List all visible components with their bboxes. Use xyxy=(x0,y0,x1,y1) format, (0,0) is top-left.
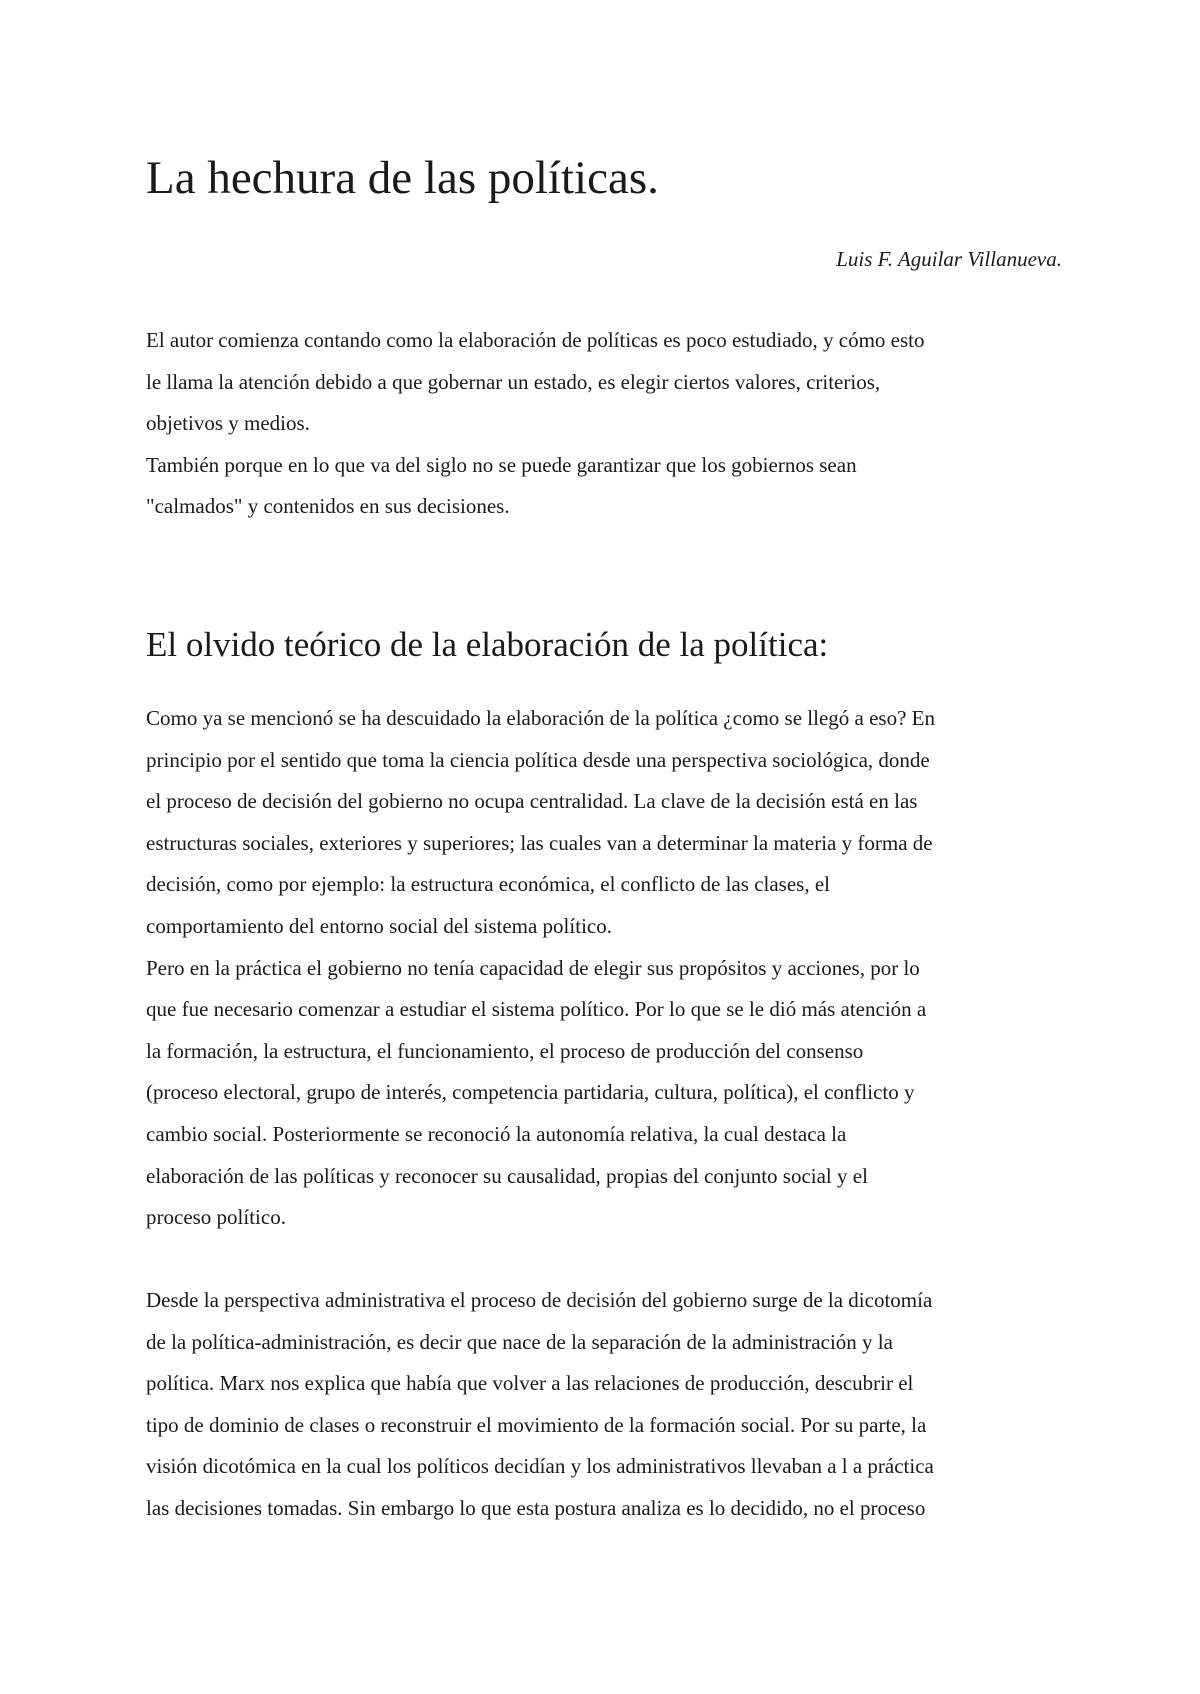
text-line: También porque en lo que va del siglo no se puede garantizar que los gobiernos sean xyxy=(146,452,857,477)
text-line: decisión, como por ejemplo: la estructura económica, el conflicto de las clases, el xyxy=(146,872,830,897)
text-line: cambio social. Posteriormente se reconoció la autonomía relativa, la cual destaca la xyxy=(146,1121,847,1146)
text-line: principio por el sentido que toma la ciencia política desde una perspectiva sociológica, donde xyxy=(146,747,930,772)
text-line: "calmados" y contenidos en sus decisiones. xyxy=(146,494,510,519)
text-line: que fue necesario comenzar a estudiar el sistema político. Por lo que se le dió más atención a xyxy=(146,997,927,1022)
text-line: visión dicotómica en la cual los políticos decidían y los administrativos llevaban a l a práctica xyxy=(146,1454,934,1479)
text-line: Desde la perspectiva administrativa el proceso de decisión del gobierno surge de la dicotomía xyxy=(146,1288,933,1312)
text-line: Como ya se mencionó se ha descuidado la elaboración de la política ¿como se llegó a eso? En xyxy=(146,706,935,730)
text-line: objetivos y medios. xyxy=(146,411,310,436)
text-line: política. Marx nos explica que había que volver a las relaciones de producción, descubrir el xyxy=(146,1371,914,1396)
text-line: tipo de dominio de clases o reconstruir el movimiento de la formación social. Por su parte, la xyxy=(146,1412,927,1437)
section-heading: El olvido teórico de la elaboración de la política: xyxy=(146,625,829,664)
text-line: proceso político. xyxy=(146,1205,286,1230)
text-line: las decisiones tomadas. Sin embargo lo que esta postura analiza es lo decidido, no el proceso xyxy=(146,1495,926,1520)
text-line: (proceso electoral, grupo de interés, competencia partidaria, cultura, política), el conflicto y xyxy=(146,1080,915,1105)
section-paragraph-2 xyxy=(146,1280,1066,1530)
text-line: de la política-administración, es decir que nace de la separación de la administración y la xyxy=(146,1329,893,1354)
text-line: Pero en la práctica el gobierno no tenía capacidad de elegir sus propósitos y acciones, por lo xyxy=(146,955,920,980)
intro-paragraph xyxy=(146,320,1066,528)
section-paragraph-1 xyxy=(146,698,1066,1239)
text-line: elaboración de las políticas y reconocer su causalidad, propias del conjunto social y el xyxy=(146,1163,868,1188)
text-line: le llama la atención debido a que gobernar un estado, es elegir ciertos valores, criterios, xyxy=(146,369,881,394)
author-line: Luis F. Aguilar Villanueva. xyxy=(836,247,1062,271)
text-line: la formación, la estructura, el funcionamiento, el proceso de producción del consenso xyxy=(146,1038,864,1063)
text-line: comportamiento del entorno social del sistema político. xyxy=(146,913,612,938)
text-line: El autor comienza contando como la elaboración de políticas es poco estudiado, y cómo esto xyxy=(146,328,925,352)
text-line: el proceso de decisión del gobierno no ocupa centralidad. La clave de la decisión está en las xyxy=(146,789,918,814)
text-line: estructuras sociales, exteriores y superiores; las cuales van a determinar la materia y forma de xyxy=(146,830,933,855)
document-title: La hechura de las políticas. xyxy=(146,152,659,204)
